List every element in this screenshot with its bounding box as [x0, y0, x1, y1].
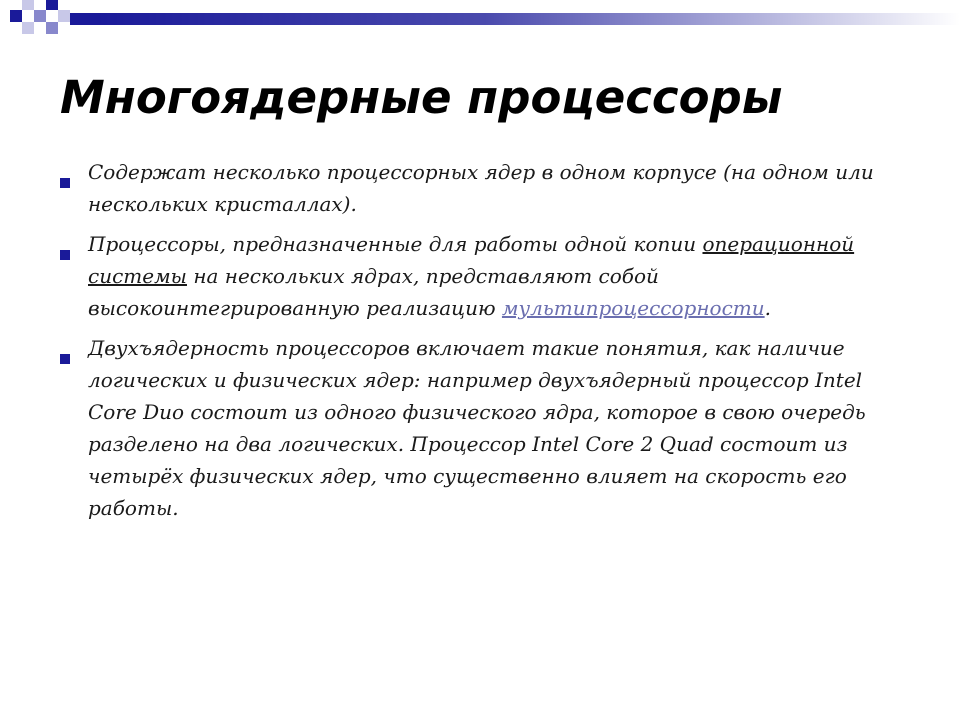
bullet-text: Двухъядерность процессоров включает такие понятия, как наличие логических и физических ядер: например двухъядерный процессор Intel Core Duo состоит из одного физического ядра, которое в свою очередь разделено на два логических. Процессор Intel Core 2 Quad состоит из четырёх физических ядер, что существенно влияет на скорость его работы. — [88, 336, 866, 520]
slide-title: Многоядерные процессоры — [60, 71, 783, 124]
square-bullet-icon — [60, 341, 70, 351]
bullet-text: на нескольких ядрах, представляют собой высокоинтегрированную реализацию — [88, 264, 659, 320]
bullet-item — [60, 228, 900, 324]
multiprocessing-link[interactable]: мультипроцессорности — [501, 296, 765, 320]
square-bullet-icon — [60, 165, 70, 175]
header-decoration — [0, 0, 960, 36]
square-bullet-icon — [60, 237, 70, 247]
os-link[interactable]: операционной системы — [88, 232, 855, 288]
bullet-text: . — [764, 296, 771, 320]
bullet-list — [60, 156, 900, 532]
bullet-text: Процессоры, предназначенные для работы одной копии — [88, 232, 703, 256]
bullet-text: Содержат несколько процессорных ядер в одном корпусе (на одном или нескольких кристаллах). — [88, 160, 874, 216]
bullet-item — [60, 156, 900, 220]
bullet-item — [60, 332, 900, 524]
